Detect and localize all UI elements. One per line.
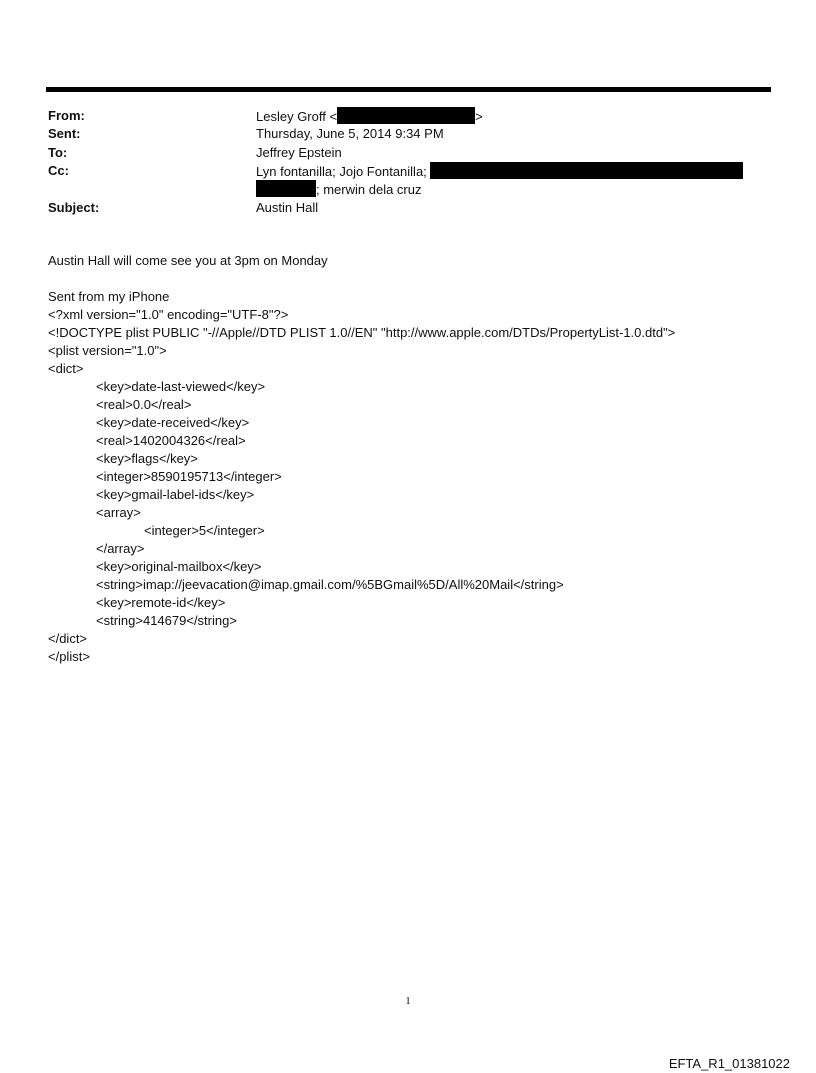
cc-names-continued: ; merwin dela cruz — [316, 182, 422, 197]
plist-line: <array> — [96, 505, 141, 520]
cc-names: Lyn fontanilla; Jojo Fontanilla; — [256, 164, 427, 179]
redaction-box — [337, 107, 475, 124]
plist-line: <integer>8590195713</integer> — [96, 469, 282, 484]
plist-line: <!DOCTYPE plist PUBLIC "-//Apple//DTD PLIST 1.0//EN" "http://www.apple.com/DTDs/PropertyList-1.0.dtd"> — [48, 325, 676, 340]
plist-line: </array> — [96, 541, 145, 556]
plist-line: <key>gmail-label-ids</key> — [96, 487, 255, 502]
plist-line: <real>1402004326</real> — [96, 433, 246, 448]
cc-value-line2 — [256, 180, 421, 199]
plist-line: <real>0.0</real> — [96, 397, 192, 412]
from-close: > — [475, 109, 483, 124]
sent-label: Sent: — [48, 126, 81, 141]
cc-label: Cc: — [48, 163, 69, 178]
cc-value-line1 — [256, 162, 743, 181]
to-value: Jeffrey Epstein — [256, 145, 342, 160]
header-rule — [46, 87, 771, 92]
subject-label: Subject: — [48, 200, 100, 215]
plist-line: <string>414679</string> — [96, 613, 237, 628]
plist-line: </plist> — [48, 649, 90, 664]
bates-number: EFTA_R1_01381022 — [668, 1056, 790, 1071]
redaction-box — [430, 162, 743, 179]
plist-line: </dict> — [48, 631, 88, 646]
from-name: Lesley Groff < — [256, 109, 338, 124]
plist-line: <?xml version="1.0" encoding="UTF-8"?> — [48, 307, 289, 322]
from-label: From: — [48, 108, 85, 123]
signature-text: Sent from my iPhone — [48, 289, 170, 304]
sent-value: Thursday, June 5, 2014 9:34 PM — [256, 126, 444, 141]
plist-line: <key>date-received</key> — [96, 415, 250, 430]
message-text: Austin Hall will come see you at 3pm on Monday — [48, 253, 328, 268]
plist-line: <key>remote-id</key> — [96, 595, 226, 610]
plist-line: <string>imap://jeevacation@imap.gmail.com/%5BGmail%5D/All%20Mail</string> — [96, 577, 564, 592]
plist-line: <dict> — [48, 361, 84, 376]
plist-line: <plist version="1.0"> — [48, 343, 167, 358]
plist-line: <key>original-mailbox</key> — [96, 559, 262, 574]
redaction-box — [256, 180, 316, 197]
to-label: To: — [48, 145, 68, 160]
page-number: 1 — [405, 995, 411, 1007]
from-value — [256, 107, 483, 126]
plist-line: <key>date-last-viewed</key> — [96, 379, 266, 394]
plist-line: <key>flags</key> — [96, 451, 198, 466]
subject-value: Austin Hall — [256, 200, 319, 215]
plist-line: <integer>5</integer> — [144, 523, 265, 538]
